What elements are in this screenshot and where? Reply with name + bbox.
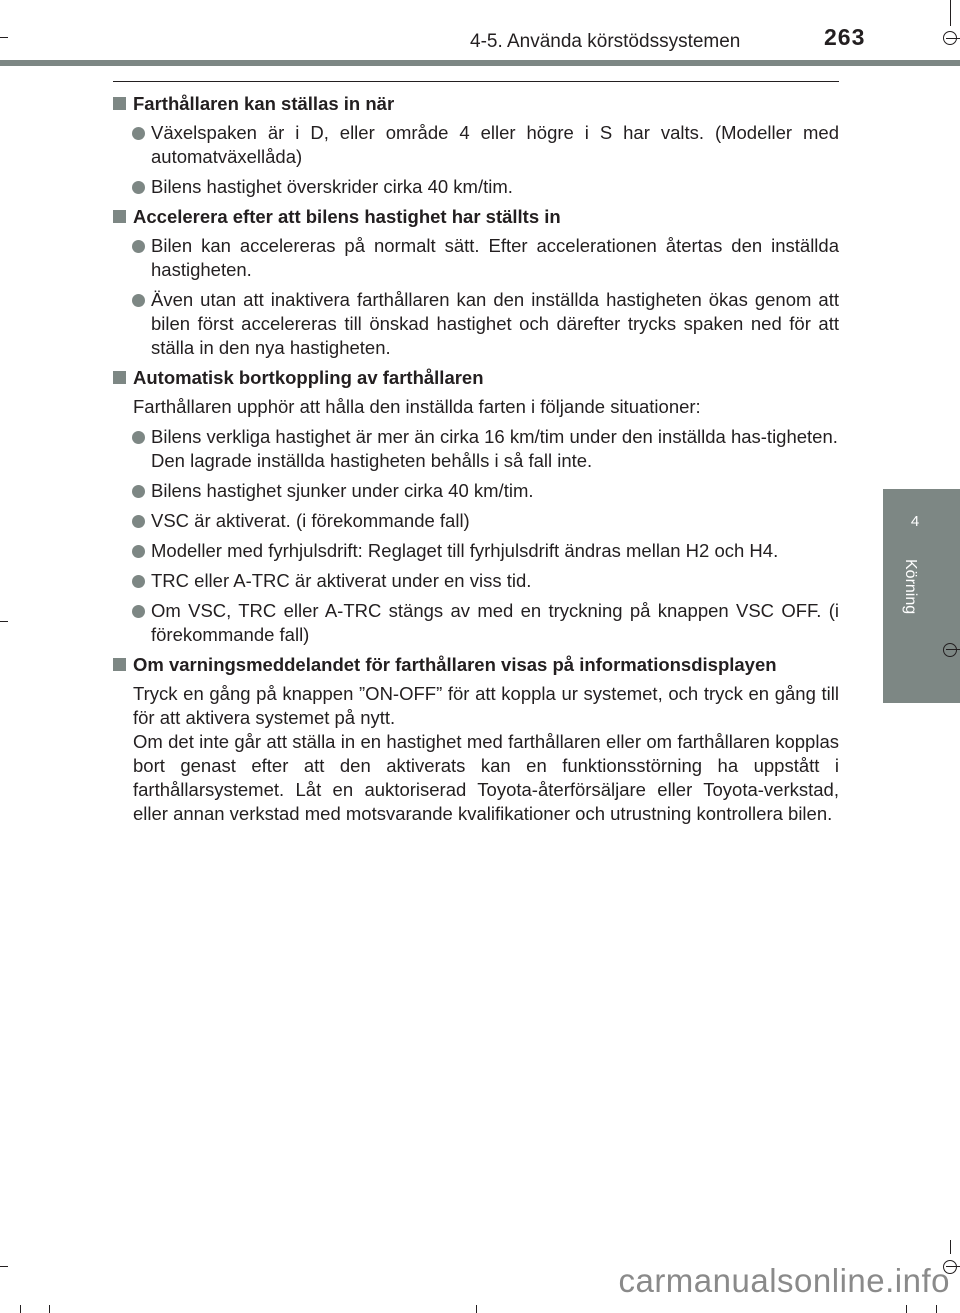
- header-band: [0, 60, 960, 66]
- round-bullet-icon: [132, 294, 145, 307]
- list-item: Bilens verkliga hastighet är mer än cirka 16 km/tim under den inställda has-tigheten. Den lagrade inställda hastigheten behålls i så fall inte.: [113, 425, 839, 473]
- registration-mark-icon: [943, 643, 957, 657]
- registration-mark-icon: [943, 31, 957, 45]
- chapter-title: 4-5. Använda körstödssystemen: [470, 31, 741, 52]
- round-bullet-icon: [132, 515, 145, 528]
- top-rule: [113, 81, 839, 82]
- round-bullet-icon: [132, 181, 145, 194]
- section-heading: Automatisk bortkoppling av farthållaren: [113, 366, 839, 390]
- crop-mark: [0, 621, 8, 622]
- list-item: VSC är aktiverat. (i förekommande fall): [113, 509, 839, 533]
- round-bullet-icon: [132, 127, 145, 140]
- round-bullet-icon: [132, 485, 145, 498]
- chapter-side-tab[interactable]: [883, 489, 960, 703]
- list-item: TRC eller A-TRC är aktiverat under en viss tid.: [113, 569, 839, 593]
- crop-mark: [49, 1305, 50, 1313]
- crop-mark: [950, 1240, 951, 1254]
- section-auto-cancel: [113, 366, 839, 647]
- section-accelerate: [113, 205, 839, 360]
- list-item: Modeller med fyrhjulsdrift: Reglaget till fyrhjulsdrift ändras mellan H2 och H4.: [113, 539, 839, 563]
- paragraph: Om det inte går att ställa in en hastighet med farthållaren eller om farthållaren kopplas bort genast efter att den aktiverats kan en funktionsstörning ha uppstått i farthållarsystemet. Låt en auktoriserad Toyota-återförsäljare eller Toyota-verkstad, eller annan verkstad med motsvarande kvalifikationer och utrustning kontrollera bilen.: [133, 731, 839, 824]
- section-cruise-set-conditions: [113, 92, 839, 199]
- round-bullet-icon: [132, 605, 145, 618]
- list-item: Även utan att inaktivera farthållaren kan den inställda hastigheten ökas genom att bilen först accelereras till önskad hastighet och därefter trycks spaken ned för att ställa in den nya hastigheten.: [113, 288, 839, 360]
- list-item-note: Den lagrade inställda hastigheten behålls i så fall inte.: [151, 450, 593, 471]
- round-bullet-icon: [132, 545, 145, 558]
- chapter-label: Körning: [902, 559, 919, 615]
- square-bullet-icon: [113, 97, 126, 110]
- round-bullet-icon: [132, 240, 145, 253]
- chapter-number: 4: [910, 513, 920, 530]
- crop-mark: [476, 1305, 477, 1313]
- crop-mark: [936, 1305, 937, 1313]
- square-bullet-icon: [113, 658, 126, 671]
- list-item: Om VSC, TRC eller A-TRC stängs av med en tryckning på knappen VSC OFF. (i förekommande fall): [113, 599, 839, 647]
- section-warning-message: [113, 653, 839, 826]
- crop-mark: [0, 37, 8, 38]
- list-item: Bilens hastighet sjunker under cirka 40 km/tim.: [113, 479, 839, 503]
- watermark: carmanualsonline.info: [618, 1262, 950, 1299]
- list-item: Växelspaken är i D, eller område 4 eller högre i S har valts. (Modeller med automatväxellåda): [113, 121, 839, 169]
- list-item: Bilens hastighet överskrider cirka 40 km/tim.: [113, 175, 839, 199]
- square-bullet-icon: [113, 210, 126, 223]
- round-bullet-icon: [132, 431, 145, 444]
- page-content: [113, 92, 839, 832]
- section-heading: Accelerera efter att bilens hastighet har ställts in: [113, 205, 839, 229]
- page-number: 263: [824, 24, 866, 50]
- square-bullet-icon: [113, 371, 126, 384]
- crop-mark: [906, 1305, 907, 1313]
- round-bullet-icon: [132, 575, 145, 588]
- crop-mark: [20, 1305, 21, 1313]
- crop-mark: [0, 1266, 8, 1267]
- paragraph: Tryck en gång på knappen ”ON-OFF” för att koppla ur systemet, och tryck en gång till för att aktivera systemet på nytt.: [133, 683, 839, 728]
- section-heading: Om varningsmeddelandet för farthållaren visas på informationsdisplayen: [113, 653, 839, 677]
- crop-mark: [950, 0, 951, 26]
- list-item: Bilen kan accelereras på normalt sätt. Efter accelerationen återtas den inställda hastigheten.: [113, 234, 839, 282]
- section-heading: Farthållaren kan ställas in när: [113, 92, 839, 116]
- section-intro: Farthållaren upphör att hålla den inställda farten i följande situationer:: [133, 396, 701, 417]
